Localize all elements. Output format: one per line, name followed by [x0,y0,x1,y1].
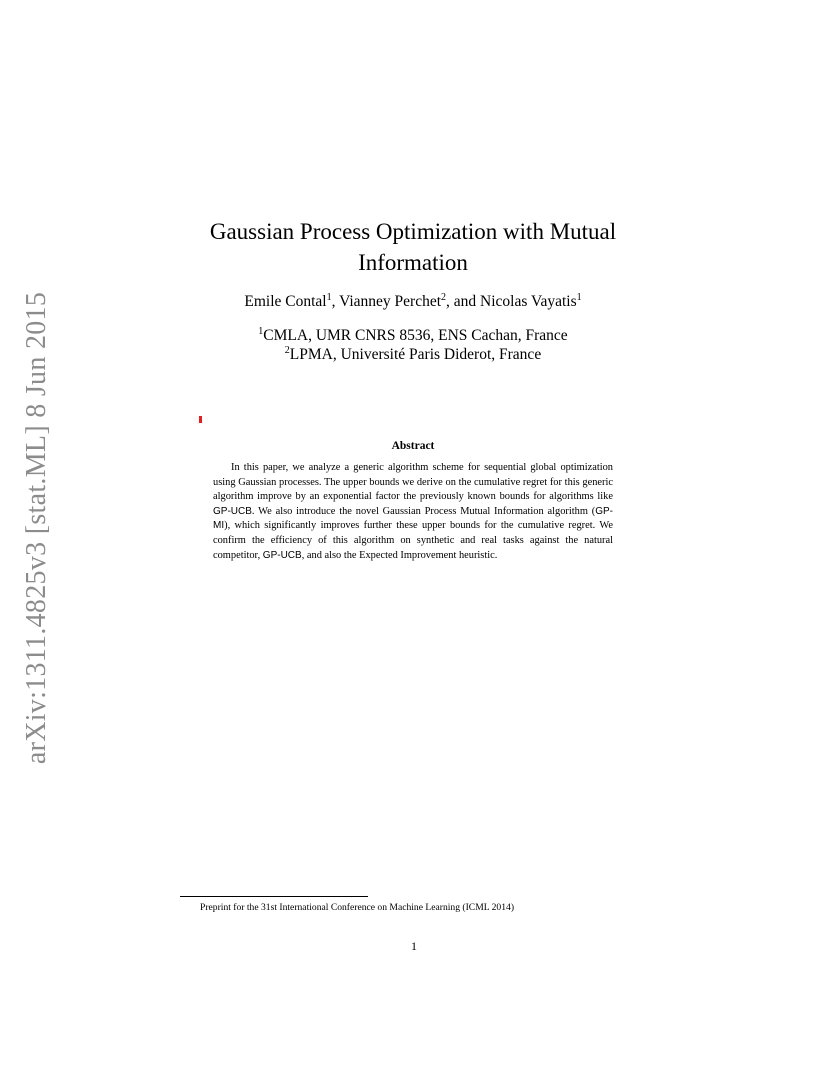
affiliation-line [160,326,666,345]
page-number: 1 [411,939,417,953]
author-list [160,292,666,312]
affiliation-mark: 1 [258,325,264,337]
abstract-segment: , and also the Expected Improvement heuristic. [301,549,498,561]
affiliation-list [160,326,666,364]
affiliation-line [160,345,666,364]
author-name: Vianney Perchet [339,293,442,310]
arxiv-stamp [21,291,53,765]
affiliation-text: CMLA, UMR CNRS 8536, ENS Cachan, France [263,327,568,344]
author-separator: , and [446,293,481,310]
algorithm-name-gp-mi: GP-MI [213,505,613,532]
footnote-divider [180,896,368,897]
algorithm-name-gp-ucb: GP-UCB [213,505,252,517]
abstract-heading: Abstract [391,440,435,452]
affiliation-mark: 2 [284,344,290,356]
abstract-segment: . We also introduce the novel Gaussian Process Mutual Information algorithm ( [251,505,596,517]
algorithm-name-gp-ucb: GP-UCB [262,549,302,561]
abstract-text [213,461,613,563]
paper-title: Gaussian Process Optimization with Mutual Information [209,219,617,275]
author-separator: , [331,293,340,310]
abstract-segment: ), which significantly improves further these upper bounds for the cumulative regret. We confirm the efficiency of this algorithm on synthetic and real tasks against the natural competitor, [213,520,613,561]
author-affiliation-mark: 1 [326,291,332,303]
author-affiliation-mark: 1 [576,291,582,303]
footnote-text: Preprint for the 31st International Conference on Machine Learning (ICML 2014) [200,902,515,913]
margin-mark [199,416,202,423]
author-name: Emile Contal [244,293,327,310]
author-affiliation-mark: 2 [441,291,447,303]
abstract-segment: In this paper, we analyze a generic algorithm scheme for sequential global optimization using Gaussian processes. The upper bounds we derive on the cumulative regret for this generic algorithm improve by an exponential factor the previously known bounds for algorithms like [213,462,613,503]
author-name: Nicolas Vayatis [480,293,577,310]
affiliation-text: LPMA, Université Paris Diderot, France [289,346,542,363]
arxiv-stamp-text: arXiv:1311.4825v3 [stat.ML] 8 Jun 2015 [21,291,53,765]
